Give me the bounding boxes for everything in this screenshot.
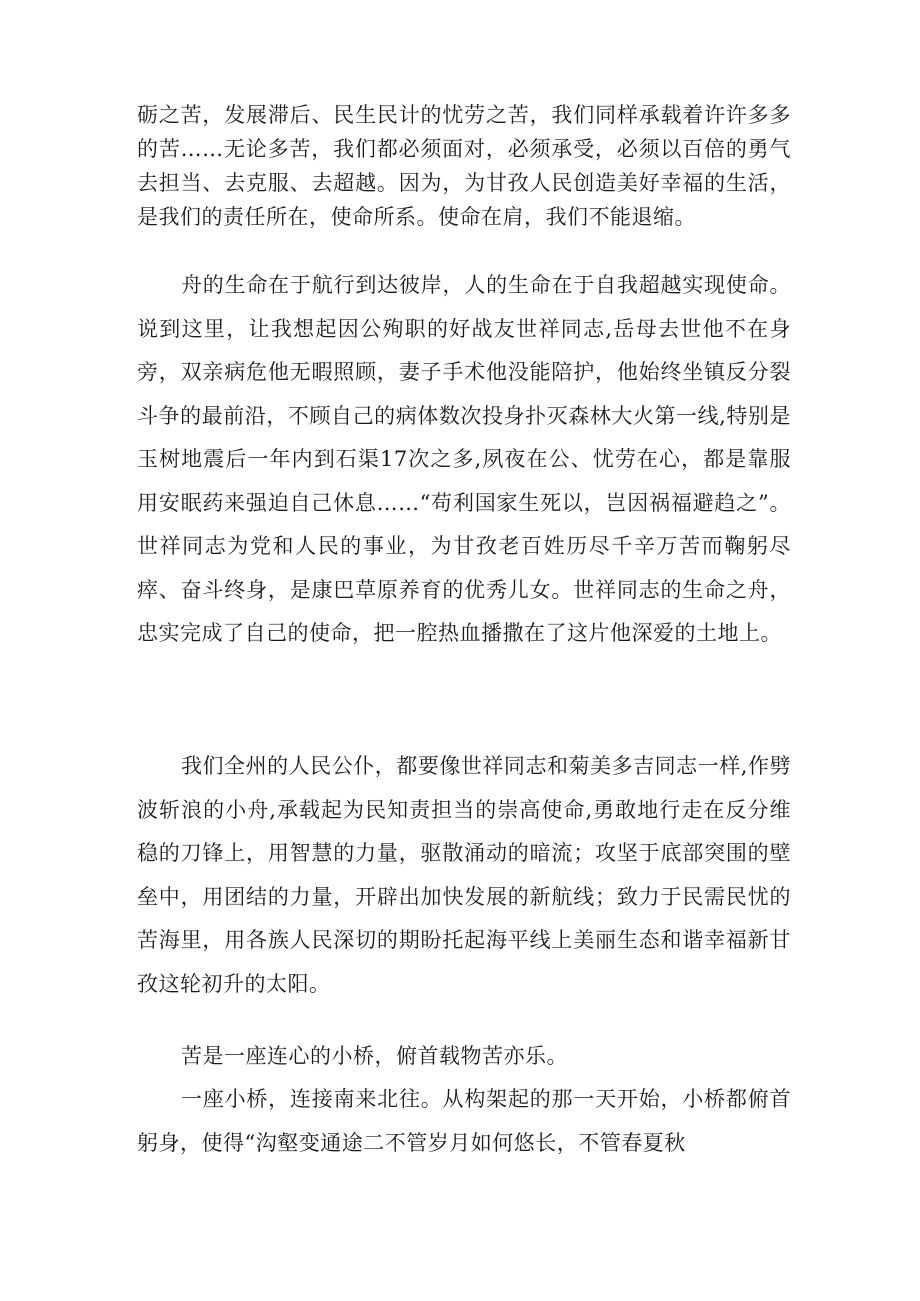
paragraph-3: 我们全州的人民公仆，都要像世祥同志和菊美多吉同志一样,作劈波斩浪的小舟,承载起为民知责担当的崇高使命,勇敢地行走在反分维稳的刀锋上，用智慧的力量，驱散涌动的暗流；攻坚于底部突围的壁垒中，用团结的力量，开辟出加快发展的新航线；致力于民需民忧的苦海里，用各族人民深切的期盼托起海平线上美丽生态和谐幸福新甘孜这轮初升的太阳。 (137, 754, 791, 996)
paragraph-2: 舟的生命在于航行到达彼岸，人的生命在于自我超越实现使命。说到这里，让我想起因公殉职的好战友世祥同志,岳母去世他不在身旁，双亲病危他无暇照顾，妻子手术他没能陪护，他始终坐镇反分裂斗争的最前沿，不顾自己的病体数次投身扑灭森林大火第一线,特别是玉树地震后一年内到石渠17次之多,夙夜在公、忧劳在心，都是靠服用安眠药来强迫自己休息……“苟利国家生死以，岂因祸福避趋之”。世祥同志为党和人民的事业，为甘孜老百姓历尽千辛万苦而鞠躬尽瘁、奋斗终身，是康巴草原养育的优秀儿女。世祥同志的生命之舟，忠实完成了自己的使命，把一腔热血播撒在了这片他深爱的土地上。 (137, 273, 791, 645)
paragraph-5: 一座小桥，连接南来北往。从构架起的那一天开始，小桥都俯首躬身，使得“沟壑变通途二不管岁月如何悠长，不管春夏秋 (137, 1087, 791, 1155)
paragraph-4: 苦是一座连心的小桥，俯首载物苦亦乐。 (181, 1044, 568, 1068)
paragraph-1: 砺之苦，发展滞后、民生民计的忧劳之苦，我们同样承载着许许多多的苦……无论多苦，我们都必须面对，必须承受，必须以百倍的勇气去担当、去克服、去超越。因为，为甘孜人民创造美好幸福的生活，是我们的责任所在，使命所系。使命在肩，我们不能退缩。 (137, 103, 791, 229)
